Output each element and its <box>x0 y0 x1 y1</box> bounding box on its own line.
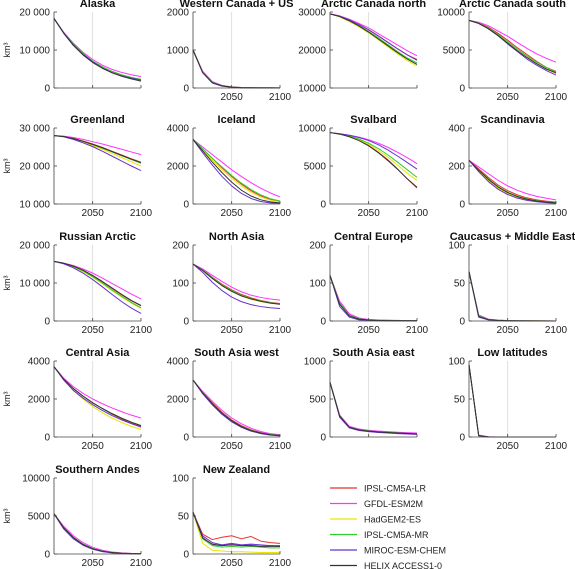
series-line-4 <box>54 18 141 80</box>
series-line-0 <box>469 365 556 437</box>
y-tick-label: 0 <box>183 316 189 328</box>
series-line-5 <box>54 18 141 81</box>
legend-label: HadGEM2-ES <box>364 514 422 525</box>
y-tick-label: 20 000 <box>19 7 50 19</box>
y-tick-label: 30 000 <box>19 123 50 135</box>
series-line-3 <box>469 20 556 72</box>
series-line-5 <box>330 382 417 434</box>
y-tick-label: 0 <box>183 83 189 95</box>
panel-6 <box>298 114 428 219</box>
y-tick-label: 0 <box>44 316 50 328</box>
y-tick-label: 2000 <box>166 161 189 173</box>
y-tick-label: 2000 <box>27 394 50 406</box>
series-line-0 <box>330 382 417 433</box>
y-tick-label: 0 <box>459 316 465 328</box>
series-line-1 <box>330 133 417 164</box>
series-line-5 <box>54 367 141 426</box>
y-tick-label: 10000 <box>298 83 326 95</box>
panel-15 <box>448 347 567 452</box>
x-tick-label: 2050 <box>496 441 519 452</box>
series-line-1 <box>330 382 417 433</box>
x-tick-label: 2050 <box>220 208 243 219</box>
y-tick-label: 5000 <box>442 45 465 57</box>
panel-title: Central Europe <box>334 231 413 243</box>
panel-title: Low latitudes <box>477 347 548 359</box>
y-tick-label: 0 <box>44 432 50 444</box>
y-tick-label: 4000 <box>27 356 50 368</box>
series-line-5 <box>469 365 556 437</box>
y-tick-label: 100 <box>448 356 465 368</box>
y-tick-label: 0 <box>183 432 189 444</box>
x-tick-label: 2100 <box>268 558 292 569</box>
series-line-1 <box>193 380 280 435</box>
x-tick-label: 2100 <box>268 441 292 452</box>
series-line-2 <box>469 365 556 437</box>
x-tick-label: 2100 <box>544 325 568 336</box>
series-line-3 <box>330 382 417 433</box>
y-tick-label: 1000 <box>166 45 189 57</box>
y-tick-label: 10000 <box>22 473 50 485</box>
series-line-2 <box>54 514 141 554</box>
x-tick-label: 2050 <box>496 208 519 219</box>
series-line-3 <box>330 14 417 63</box>
series-line-4 <box>330 382 417 434</box>
series-line-2 <box>193 50 280 88</box>
series-line-2 <box>193 139 280 202</box>
legend-label: GFDL-ESM2M <box>364 499 424 509</box>
series-line-2 <box>54 367 141 430</box>
series-line-4 <box>330 14 417 60</box>
series-line-3 <box>469 365 556 437</box>
panel-8 <box>2 231 153 336</box>
y-tick-label: 4000 <box>166 123 189 135</box>
panel-title: Arctic Canada north <box>320 0 427 10</box>
series-line-0 <box>193 50 280 88</box>
panel-title: South Asia east <box>332 347 415 359</box>
x-tick-label: 2050 <box>81 325 104 336</box>
y-tick-label: 500 <box>309 394 326 406</box>
series-line-5 <box>193 139 280 202</box>
panel-13 <box>167 347 292 452</box>
series-line-5 <box>193 380 280 435</box>
series-line-1 <box>469 20 556 62</box>
y-axis-label: km³ <box>2 508 12 524</box>
y-tick-label: 100 <box>172 473 189 485</box>
panel-7 <box>448 114 567 219</box>
legend-label: IPSL-CM5A-LR <box>364 483 427 494</box>
series-line-3 <box>54 261 141 307</box>
series-line-0 <box>54 367 141 427</box>
y-tick-label: 10 000 <box>19 278 50 290</box>
panel-1 <box>167 0 294 103</box>
series-line-5 <box>330 14 417 65</box>
series-line-1 <box>54 18 141 76</box>
y-tick-label: 200 <box>309 240 326 252</box>
series-line-2 <box>330 275 417 320</box>
x-tick-label: 2050 <box>357 325 380 336</box>
y-tick-label: 0 <box>459 432 465 444</box>
panel-17 <box>172 464 291 569</box>
series-line-2 <box>54 261 141 308</box>
x-tick-label: 2100 <box>405 325 429 336</box>
panel-title: Iceland <box>217 114 256 126</box>
x-tick-label: 2100 <box>405 208 429 219</box>
y-axis-label: km³ <box>2 275 12 291</box>
series-line-4 <box>469 160 556 203</box>
panel-title: Caucasus + Middle East <box>449 231 575 243</box>
y-tick-label: 1000 <box>303 356 326 368</box>
x-tick-label: 2100 <box>129 558 153 569</box>
series-line-2 <box>54 18 141 80</box>
x-tick-label: 2050 <box>81 558 104 569</box>
series-line-2 <box>469 272 556 321</box>
series-line-3 <box>54 367 141 426</box>
series-line-5 <box>330 275 417 320</box>
series-line-0 <box>193 264 280 304</box>
series-line-4 <box>193 139 280 203</box>
x-tick-label: 2050 <box>81 441 104 452</box>
panel-4 <box>2 114 153 219</box>
series-line-1 <box>469 365 556 437</box>
series-line-2 <box>330 382 417 434</box>
x-tick-label: 2100 <box>544 92 568 103</box>
x-tick-label: 2050 <box>220 558 243 569</box>
series-line-5 <box>469 272 556 321</box>
y-tick-label: 4000 <box>166 356 189 368</box>
y-tick-label: 100 <box>309 278 326 290</box>
y-tick-label: 200 <box>448 161 465 173</box>
panel-title: New Zealand <box>202 464 271 476</box>
legend-label: IPSL-CM5A-MR <box>364 530 429 540</box>
y-tick-label: 10 000 <box>19 45 50 57</box>
series-line-1 <box>330 275 417 320</box>
series-line-2 <box>330 133 417 181</box>
series-line-1 <box>54 514 141 554</box>
y-tick-label: 100 <box>448 240 465 252</box>
panel-9 <box>172 231 291 336</box>
panel-title: South Asia west <box>194 347 279 359</box>
panel-5 <box>167 114 292 219</box>
y-tick-label: 0 <box>183 199 189 211</box>
series-line-1 <box>469 272 556 321</box>
panel-12 <box>2 347 153 452</box>
y-tick-label: 10000 <box>298 123 326 135</box>
x-tick-label: 2050 <box>496 92 519 103</box>
series-line-5 <box>54 514 141 554</box>
y-tick-label: 10000 <box>437 7 465 19</box>
series-line-4 <box>54 367 141 427</box>
series-line-4 <box>193 380 280 436</box>
y-tick-label: 20 000 <box>19 161 50 173</box>
panel-16 <box>2 464 153 569</box>
x-tick-label: 2050 <box>220 441 243 452</box>
y-tick-label: 400 <box>448 123 465 135</box>
panel-title: Svalbard <box>350 114 397 126</box>
series-line-4 <box>54 514 141 554</box>
series-line-4 <box>193 50 280 88</box>
y-tick-label: 100 <box>172 278 189 290</box>
series-line-1 <box>193 139 280 196</box>
y-axis-label: km³ <box>2 391 12 407</box>
x-tick-label: 2100 <box>129 325 153 336</box>
y-tick-label: 50 <box>453 278 465 290</box>
y-tick-label: 50 <box>453 394 465 406</box>
panel-title: Alaska <box>79 0 116 10</box>
x-tick-label: 2100 <box>268 325 292 336</box>
x-tick-label: 2100 <box>129 208 153 219</box>
panel-0 <box>2 0 141 95</box>
y-tick-label: 2000 <box>166 7 189 19</box>
panel-11 <box>448 231 575 336</box>
y-tick-label: 0 <box>44 549 50 561</box>
y-tick-label: 200 <box>172 240 189 252</box>
legend <box>330 484 446 569</box>
series-line-3 <box>330 275 417 320</box>
series-line-0 <box>330 275 417 320</box>
y-tick-label: 0 <box>320 316 326 328</box>
y-tick-label: 30000 <box>298 7 326 19</box>
series-line-3 <box>54 18 141 79</box>
series-line-1 <box>54 136 141 155</box>
y-axis-label: km³ <box>2 158 12 174</box>
y-tick-label: 0 <box>320 199 326 211</box>
y-tick-label: 50 <box>177 511 189 523</box>
x-tick-label: 2050 <box>220 325 243 336</box>
legend-label: HELIX ACCESS1-0 <box>364 561 443 569</box>
x-tick-label: 2050 <box>496 325 519 336</box>
series-line-2 <box>193 380 280 436</box>
x-tick-label: 2050 <box>81 208 104 219</box>
panel-10 <box>309 231 428 336</box>
series-line-4 <box>330 133 417 169</box>
y-tick-label: 0 <box>44 83 50 95</box>
panel-title: Russian Arctic <box>59 231 136 243</box>
series-line-1 <box>193 50 280 88</box>
series-line-3 <box>469 272 556 321</box>
x-tick-label: 2100 <box>544 208 568 219</box>
y-tick-label: 5000 <box>27 511 50 523</box>
y-tick-label: 0 <box>459 83 465 95</box>
series-line-0 <box>193 380 280 435</box>
series-line-4 <box>469 365 556 437</box>
y-axis-label: km³ <box>2 42 12 58</box>
series-line-3 <box>193 264 280 304</box>
y-tick-label: 2000 <box>166 394 189 406</box>
x-tick-label: 2050 <box>357 208 380 219</box>
y-tick-label: 5000 <box>303 161 326 173</box>
x-tick-label: 2100 <box>544 441 568 452</box>
panel-14 <box>304 347 417 444</box>
x-tick-label: 2100 <box>268 92 292 103</box>
series-line-0 <box>54 514 141 554</box>
series-line-4 <box>469 272 556 321</box>
panel-title: Central Asia <box>65 347 130 359</box>
x-tick-label: 2100 <box>129 441 153 452</box>
y-tick-label: 0 <box>320 432 326 444</box>
series-line-3 <box>54 514 141 554</box>
panel-3 <box>437 0 567 103</box>
series-line-4 <box>54 261 141 313</box>
y-tick-label: 10 000 <box>19 199 50 211</box>
series-line-3 <box>193 380 280 435</box>
series-line-3 <box>193 50 280 88</box>
x-tick-label: 2050 <box>220 92 243 103</box>
series-line-2 <box>330 14 417 66</box>
x-tick-label: 2100 <box>268 208 292 219</box>
panel-title: Greenland <box>70 114 125 126</box>
series-line-1 <box>54 367 141 418</box>
series-line-5 <box>193 50 280 88</box>
legend-label: MIROC-ESM-CHEM <box>364 545 446 556</box>
panel-title: Arctic Canada south <box>459 0 566 10</box>
panel-title: North Asia <box>208 231 265 243</box>
y-tick-label: 0 <box>459 199 465 211</box>
y-tick-label: 20000 <box>298 45 326 57</box>
series-line-0 <box>193 139 280 201</box>
series-line-0 <box>469 272 556 321</box>
y-tick-label: 20 000 <box>19 240 50 252</box>
series-line-1 <box>193 264 280 300</box>
y-tick-label: 0 <box>183 549 189 561</box>
panel-title: Scandinavia <box>480 114 545 126</box>
panel-2 <box>298 0 426 95</box>
series-line-0 <box>54 18 141 79</box>
panel-title: Southern Andes <box>55 464 140 476</box>
series-line-4 <box>330 275 417 320</box>
series-line-3 <box>54 136 141 164</box>
panel-title: Western Canada + US <box>179 0 294 10</box>
series-line-4 <box>54 136 141 171</box>
